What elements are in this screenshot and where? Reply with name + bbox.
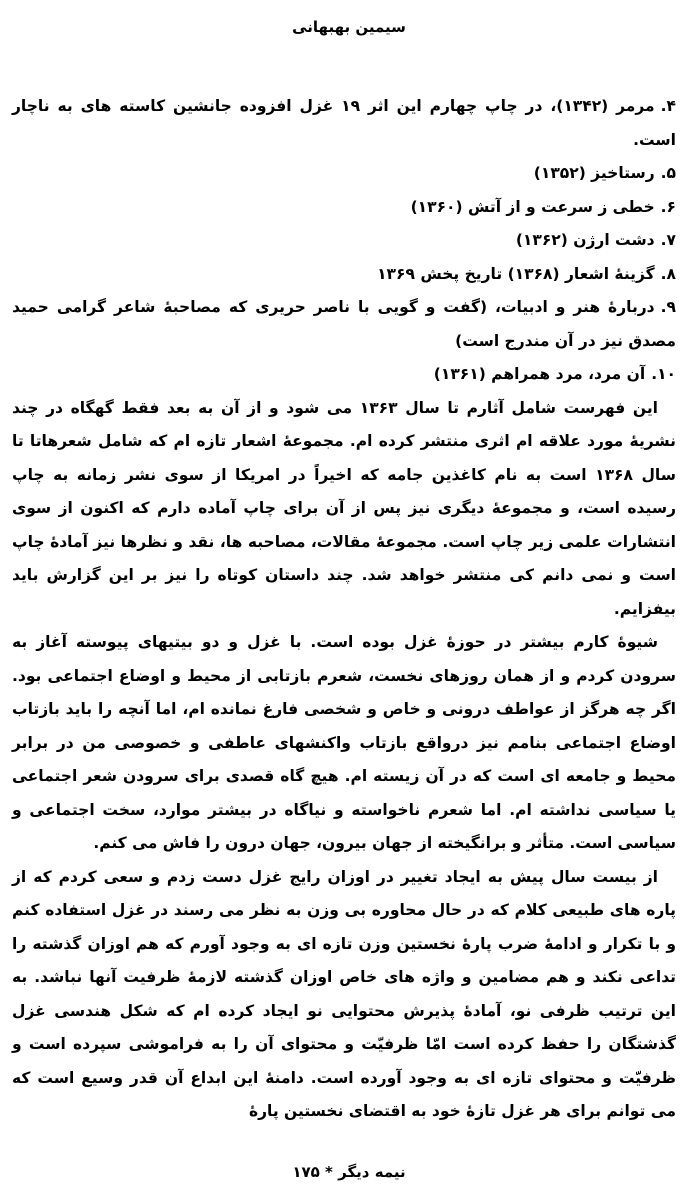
list-item (12, 291, 676, 358)
list-item (12, 157, 676, 191)
list-item-number: ۱۰. (651, 365, 676, 383)
body-paragraph: این فهرست شامل آثارم تا سال ۱۳۶۳ می شود و از آن به بعد فقط گهگاه در چند نشریهٔ مورد علاقه ام اثری منتشر کرده ام. مجموعهٔ اشعار تازه ام که شامل شعرهاتا تا سال ۱۳۶۸ است به نام کاغذین جامه که اخیراً در امریکا از سوی نشر زمانه به چاپ رسیده است، و مجموعهٔ دیگری نیز پس از آن برای چاپ آماده دارم که اکنون از سوی انتشارات علمی زیر چاپ است. مجموعهٔ مقالات، مصاحبه ها، نقد و نظرها نیز آمادهٔ چاپ است و نمی دانم کی منتشر خواهد شد. چند داستان کوتاه را نیز بر این گزارش باید بیفزایم. (12, 398, 676, 618)
list-item-number: ۸. (660, 264, 676, 283)
list-item-text: گزینهٔ اشعار (۱۳۶۸) تاریخ پخش ۱۳۶۹ (377, 264, 655, 283)
list-item (12, 90, 676, 157)
list-item-text: مرمر (۱۳۴۲)، در چاپ چهارم این اثر ۱۹ غزل افزوده جانشین کاسته های به ناچار است. (12, 97, 676, 149)
list-item (12, 358, 676, 392)
list-item-number: ۴. (660, 97, 676, 115)
body-paragraph: شیوهٔ کارم بیشتر در حوزهٔ غزل بوده است. با غزل و دو بیتیهای پیوسته آغاز به سرودن کردم و از همان روزهای نخست، شعرم بازتابی از محیط و اوضاع اجتماعی بود. اگر چه هرگز از عواطف درونی و خاص و شخصی فارغ نمانده ام، اما آنچه را باید بازتاب اوضاع اجتماعی بنامم نیز درواقع بازتاب واکنشهای عاطفی و خصوصی من در برابر محیط و جامعه ای است که در آن زیسته ام. هیچ گاه قصدی برای سرودن شعر اجتماعی یا سیاسی نداشته ام. اما شعرم ناخواسته و نیاگاه در بیشتر موارد، سخت اجتماعی و سیاسی است. متأثر و برانگیخته از جهان بیرون، جهان درون را فاش می کنم. (12, 633, 676, 852)
list-item-number: ۹. (660, 298, 676, 316)
page-footer: نیمه دیگر * ۱۷۵ (292, 1163, 406, 1181)
list-item-text: دربارهٔ هنر و ادبیات، (گفت و گویی با ناصر حریری که مصاحبهٔ شاعر گرامی حمید مصدق نیز در آن مندرج است) (12, 298, 676, 350)
list-item-text: رستاخیز (۱۳۵۲) (533, 164, 655, 182)
list-item (12, 258, 676, 292)
list-item-text: خطی ز سرعت و از آتش (۱۳۶۰) (410, 197, 655, 216)
list-item-number: ۵. (660, 164, 676, 182)
page-body (12, 90, 676, 1129)
list-item-text: آن مرد، مرد همراهم (۱۳۶۱) (433, 365, 646, 383)
body-paragraph: از بیست سال پیش به ایجاد تغییر در اوزان رایج غزل دست زدم و سعی کردم که از پاره های طبیعی کلام که در حال محاوره بی وزن به نظر می رسند در غزل استفاده کنم و با تکرار و ادامهٔ ضرب پارهٔ نخستین وزن تازه ای به وجود آورم که هم اوزان گذشته را تداعی نکند و هم مضامین و واژه های خاص اوزان گذشته لازمهٔ ظرفیت آنها نباشد. به این ترتیب ظرفی نو، آمادهٔ پذیرش محتوایی نو ایجاد کرده ام که شکل هندسی غزل گذشتگان را حفظ کرده است امّا ظرفیّت و محتوای آن را به فراموشی سپرده است و ظرفیّت و محتوای تازه ای به وجود آورده است. دامنهٔ این ابداع آن قدر وسیع است که می توانم برای هر غزل تازهٔ خود به اقتضای نخستین پارهٔ (12, 867, 676, 1120)
list-item (12, 191, 676, 225)
list-item (12, 224, 676, 258)
list-item-number: ۶. (660, 197, 676, 216)
list-item-number: ۷. (660, 231, 676, 249)
list-item-text: دشت ارژن (۱۳۶۲) (515, 231, 655, 249)
running-header: سیمین بهبهانی (292, 18, 406, 36)
